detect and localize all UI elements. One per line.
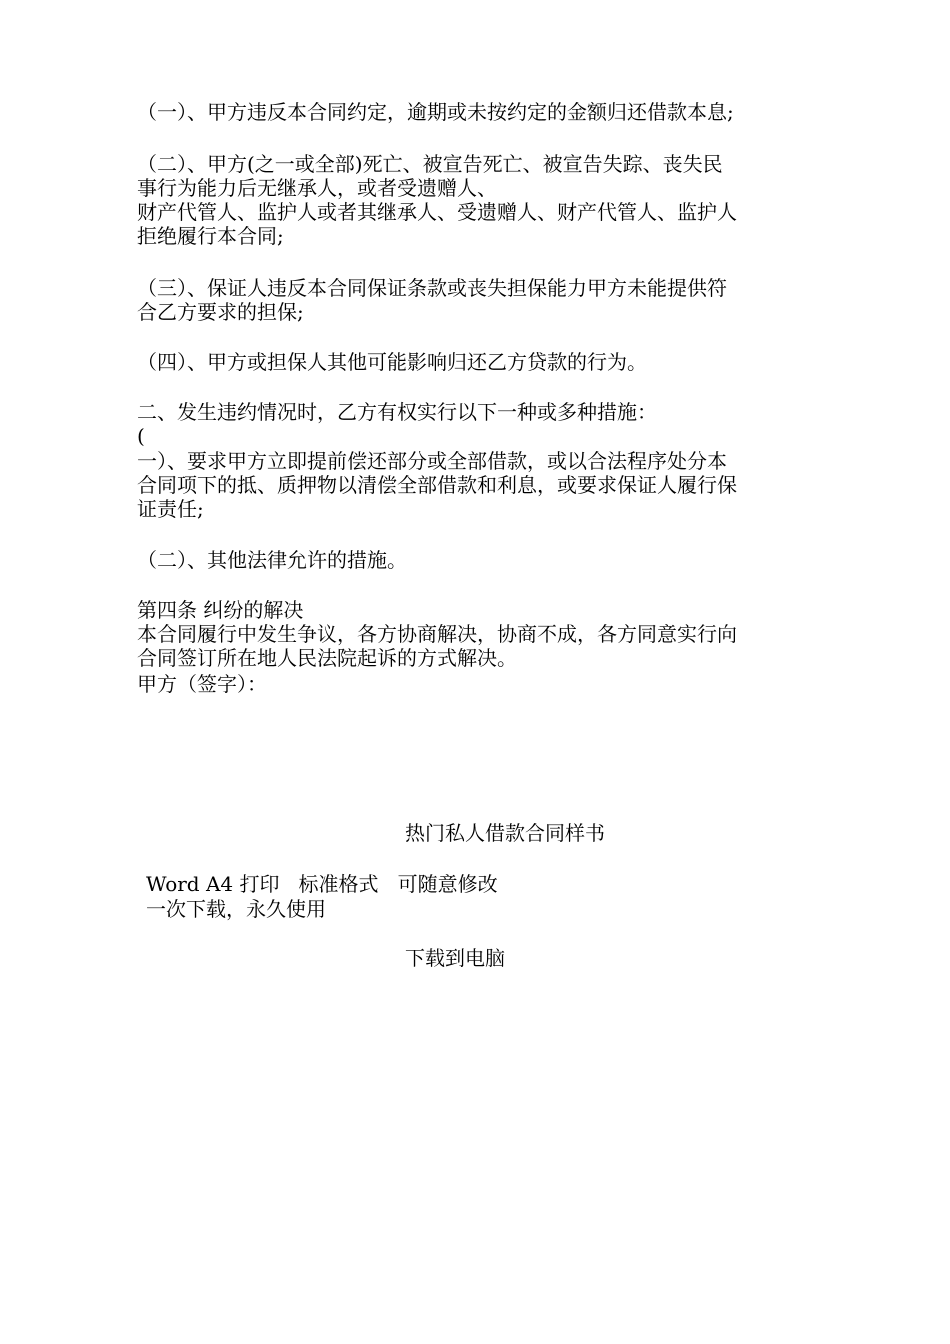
article-4-text-line-1: 本合同履行中发生争议，各方协商解决，协商不成，各方同意实行向 bbox=[137, 622, 737, 646]
measure-1-text-line-1: 一）、要求甲方立即提前偿还部分或全部借款，或以合法程序处分本 bbox=[137, 449, 727, 473]
party-a-signature-label: 甲方（签字）： bbox=[137, 672, 267, 696]
clause-2-text-line-4: 拒绝履行本合同; bbox=[137, 224, 284, 248]
measure-1-text-line-2: 合同项下的抵、质押物以清偿全部借款和利息，或要求保证人履行保 bbox=[137, 473, 737, 497]
clause-4-text: （四）、甲方或担保人其他可能影响归还乙方贷款的行为。 bbox=[137, 350, 647, 374]
clause-2-text-line-3: 财产代管人、监护人或者其继承人、受遗赠人、财产代管人、监护人 bbox=[137, 200, 737, 224]
promo-features: Word A4 打印 标准格式 可随意修改 bbox=[146, 872, 498, 896]
promo-title: 热门私人借款合同样书 bbox=[405, 821, 605, 845]
clause-2-text-line-1: （二）、甲方(之一或全部)死亡、被宣告死亡、被宣告失踪、丧失民 bbox=[137, 152, 723, 176]
promo-usage: 一次下载，永久使用 bbox=[146, 897, 326, 921]
clause-1-text: （一）、甲方违反本合同约定，逾期或未按约定的金额归还借款本息; bbox=[137, 100, 734, 124]
clause-2-text-line-2: 事行为能力后无继承人，或者受遗赠人、 bbox=[137, 176, 497, 200]
measure-2-text: （二）、其他法律允许的措施。 bbox=[137, 548, 407, 572]
section-2-heading: 二、发生违约情况时，乙方有权实行以下一种或多种措施： bbox=[137, 400, 657, 424]
article-4-heading: 第四条 纠纷的解决 bbox=[137, 598, 304, 622]
article-4-text-line-2: 合同签订所在地人民法院起诉的方式解决。 bbox=[137, 646, 517, 670]
measure-1-text-line-3: 证责任; bbox=[137, 497, 204, 521]
download-to-computer-link[interactable]: 下载到电脑 bbox=[405, 946, 505, 970]
clause-3-text-line-1: （三）、保证人违反本合同保证条款或丧失担保能力甲方未能提供符 bbox=[137, 276, 727, 300]
section-2-paren: ( bbox=[137, 424, 145, 448]
clause-3-text-line-2: 合乙方要求的担保; bbox=[137, 300, 304, 324]
